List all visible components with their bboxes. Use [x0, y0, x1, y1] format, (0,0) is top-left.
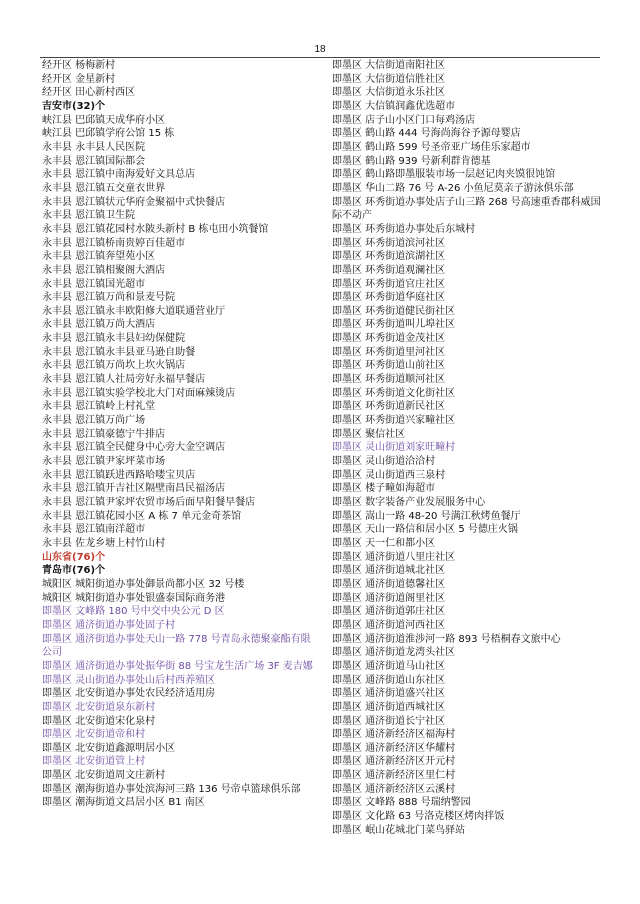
address-entry: 即墨区 环秀街道滨河社区 — [332, 237, 446, 249]
address-entry: 即墨区 环秀街道里河社区 — [332, 346, 446, 358]
address-entry: 即墨区 北安街道管上村 — [42, 756, 146, 768]
address-entry: 城阳区 城阳街道办事处御景尚都小区 32 号楼 — [42, 578, 245, 590]
address-entry: 即墨区 环秀街道文化街社区 — [332, 387, 456, 399]
address-entry: 即墨区 环秀街道新民社区 — [332, 401, 446, 413]
address-entry: 即墨区 鹤山路即墨服装市场一层赵记肉夹馍很饨馆 — [332, 169, 556, 181]
address-entry: 即墨区 环秀街道华庭社区 — [332, 292, 446, 304]
address-entry: 即墨区 通济街道盛兴社区 — [332, 688, 446, 700]
left-column — [42, 59, 320, 810]
header-rule — [40, 57, 600, 58]
address-entry: 即墨区 通济街道郭庄社区 — [332, 606, 446, 618]
address-entry: 即墨区 北安街道宋化泉村 — [42, 715, 156, 727]
address-entry: 永丰县 恩江镇人社局旁好永福早餐店 — [42, 374, 206, 386]
address-entry: 即墨区 华山二路 76 号 A-26 小鱼尼莫亲子游泳俱乐部 — [332, 182, 574, 194]
address-entry: 即墨区 岷山花城北门菜鸟驿站 — [332, 824, 466, 836]
address-entry: 永丰县 恩江镇南洋超市 — [42, 524, 146, 536]
address-entry: 即墨区 大信街道永乐社区 — [332, 87, 446, 99]
address-entry: 即墨区 通济街道西城社区 — [332, 701, 446, 713]
page-number: 18 — [314, 44, 326, 55]
address-entry: 永丰县 恩江镇永丰县亚马逊自助餐 — [42, 346, 196, 358]
address-entry: 即墨区 通济街道办事处固子村 — [42, 619, 176, 631]
address-entry: 永丰县 恩江镇全民健身中心旁大金空调店 — [42, 442, 226, 454]
address-entry: 即墨区 店子山小区门口每鸡汤店 — [332, 114, 476, 126]
address-entry: 经开区 金星新村 — [42, 73, 116, 85]
address-entry: 即墨区 鹤山路 599 号圣帝亚广场佳乐家超市 — [332, 141, 531, 153]
address-entry: 即墨区 环秀街道办事处店子山三路 268 号高速重香郡科威国际不动产 — [332, 196, 601, 222]
address-entry: 即墨区 大信街道信胜社区 — [332, 73, 446, 85]
address-entry: 即墨区 通济新经济区开元村 — [332, 756, 456, 768]
address-entry: 即墨区 通济街道办事处振华街 88 号宝龙生活广场 3F 麦吉娜 — [42, 660, 313, 672]
address-entry: 永丰县 恩江镇尹家坪菜市场 — [42, 456, 166, 468]
address-entry: 永丰县 恩江镇万尚广场 — [42, 415, 146, 427]
address-entry: 即墨区 灵山街道办事处山后村西养殖区 — [42, 674, 216, 686]
address-entry: 即墨区 北安街道办事处农民经济适用房 — [42, 688, 216, 700]
address-entry: 永丰县 恩江镇实验学校北大门对面麻辣烫店 — [42, 387, 236, 399]
address-entry: 峡江县 巴邱镇学府公馆 15 栋 — [42, 128, 175, 140]
address-entry: 即墨区 环秀街道山前社区 — [332, 360, 446, 372]
address-entry: 即墨区 灵山街道西三泉村 — [332, 469, 446, 481]
address-entry: 即墨区 环秀街道办事处后东城村 — [332, 223, 476, 235]
address-entry: 即墨区 通济新经济区华耀村 — [332, 742, 456, 754]
address-entry: 永丰县 恩江镇状元华府金聚福中式快餐店 — [42, 196, 226, 208]
address-entry: 即墨区 灵山街道洽洽村 — [332, 456, 436, 468]
address-entry: 即墨区 数字装备产业发展服务中心 — [332, 497, 486, 508]
address-entry: 永丰县 恩江镇花园小区 A 栋 7 单元金奇茶馆 — [42, 510, 242, 522]
address-entry: 即墨区 潮海街道办事处滨海河三路 136 号帝卓篮球俱乐部 — [42, 783, 301, 795]
address-entry: 永丰县 恩江镇万尚大酒店 — [42, 319, 156, 331]
address-entry: 即墨区 天山一路信和居小区 5 号德庄火锅 — [332, 524, 518, 536]
address-entry: 即墨区 环秀街道金茂社区 — [332, 333, 446, 345]
address-entry: 即墨区 北安街道周文庄新村 — [42, 770, 166, 782]
address-entry: 即墨区 潮海街道文昌居小区 B1 南区 — [42, 797, 205, 809]
address-entry: 即墨区 文化路 63 号洛克楼区烤肉拌饭 — [332, 811, 505, 823]
address-entry: 即墨区 通济街道城北社区 — [332, 565, 446, 577]
address-entry: 即墨区 大信镇润鑫优选超市 — [332, 100, 456, 112]
address-entry: 即墨区 北安街道泉东新村 — [42, 701, 156, 713]
address-entry: 即墨区 通济街道办事处天山一路 778 号青岛永德聚豪酯有限公司 — [42, 633, 311, 659]
address-entry: 即墨区 天一仁和都小区 — [332, 537, 436, 549]
address-entry: 经开区 田心新村西区 — [42, 87, 136, 99]
address-entry: 永丰县 恩江镇万尚坎上坎火锅店 — [42, 360, 186, 372]
address-entry: 即墨区 环秀街道兴家疃社区 — [332, 415, 456, 427]
region-heading: 青岛市(76)个 — [42, 565, 106, 577]
address-entry: 永丰县 永丰县人民医院 — [42, 141, 146, 153]
address-entry: 城阳区 城阳街道办事处银盛泰国际商务港 — [42, 592, 226, 604]
address-entry: 经开区 杨梅新村 — [42, 60, 116, 71]
address-entry: 即墨区 通济街道阁里社区 — [332, 592, 446, 604]
address-entry: 永丰县 佐龙乡塘上村竹山村 — [42, 537, 166, 549]
address-entry: 永丰县 恩江镇国际都会 — [42, 155, 146, 167]
region-heading: 吉安市(32)个 — [42, 100, 106, 112]
address-entry: 即墨区 通济街道德馨社区 — [332, 578, 446, 590]
address-entry: 即墨区 通济街道马山社区 — [332, 660, 446, 672]
address-entry: 即墨区 通济街道淮涉河一路 893 号梧桐春文旅中心 — [332, 633, 561, 645]
address-entry: 即墨区 文峰路 180 号中交中央公元 D 区 — [42, 606, 225, 618]
address-entry: 永丰县 恩江镇跃进西路哈喽宝贝店 — [42, 469, 196, 481]
address-entry: 即墨区 通济街道龙湾头社区 — [332, 647, 456, 659]
province-heading: 山东省(76)个 — [42, 551, 106, 563]
address-entry: 即墨区 环秀街道健民街社区 — [332, 305, 456, 317]
address-entry: 即墨区 环秀街道顺河社区 — [332, 374, 446, 386]
address-entry: 即墨区 通济新经济区里仁村 — [332, 770, 456, 782]
address-entry: 即墨区 文峰路 888 号瑞纳警园 — [332, 797, 471, 809]
address-entry: 即墨区 通济街道山东社区 — [332, 674, 446, 686]
address-entry: 即墨区 嵩山一路 48-20 号满江秋烤鱼餐厅 — [332, 510, 521, 522]
address-entry: 即墨区 灵山街道刘家旺疃村 — [332, 442, 456, 454]
address-entry: 即墨区 聚信社区 — [332, 428, 406, 440]
address-entry: 永丰县 恩江镇桥南贵婷百佳超市 — [42, 237, 186, 249]
address-entry: 永丰县 恩江镇开吉社区隔壁南昌民福汤店 — [42, 483, 226, 495]
address-entry: 永丰县 恩江镇豪德宁牛排店 — [42, 428, 166, 440]
address-entry: 即墨区 环秀街道滨湖社区 — [332, 251, 446, 263]
address-entry: 峡江县 巴邱镇天成华府小区 — [42, 114, 166, 126]
right-column — [332, 59, 606, 837]
address-entry: 即墨区 鹤山路 939 号新利群肯德基 — [332, 155, 491, 167]
address-entry: 即墨区 通济街道河西社区 — [332, 619, 446, 631]
address-entry: 即墨区 通济新经济区云溪村 — [332, 783, 456, 795]
address-entry: 永丰县 恩江镇岭上村礼堂 — [42, 401, 156, 413]
address-entry: 永丰县 恩江镇尹家坪农贸市场后面早阳餐早餐店 — [42, 497, 256, 508]
address-entry: 即墨区 环秀街道官庄社区 — [332, 278, 446, 290]
address-entry: 即墨区 大信街道南阳社区 — [332, 60, 446, 71]
address-entry: 即墨区 通济街道八里庄社区 — [332, 551, 456, 563]
address-entry: 即墨区 通济街道长宁社区 — [332, 715, 446, 727]
address-entry: 即墨区 北安街道帝和村 — [42, 729, 146, 741]
address-entry: 永丰县 恩江镇国光超市 — [42, 278, 146, 290]
address-entry: 即墨区 环秀街道观澜社区 — [332, 264, 446, 276]
address-entry: 永丰县 恩江镇卫生院 — [42, 210, 136, 222]
address-entry: 永丰县 恩江镇永丰县妇幼保健院 — [42, 333, 186, 345]
address-entry: 永丰县 恩江镇永丰欧阳修大道联通营业厅 — [42, 305, 226, 317]
address-entry: 即墨区 环秀街道叫儿埠社区 — [332, 319, 456, 331]
address-entry: 永丰县 恩江镇相聚阁大酒店 — [42, 264, 166, 276]
address-entry: 即墨区 鹤山路 444 号海尚海谷予源母婴店 — [332, 128, 521, 140]
address-entry: 永丰县 恩江镇中南海爱好文具总店 — [42, 169, 196, 181]
address-entry: 即墨区 楼子疃如海超市 — [332, 483, 436, 495]
address-entry: 永丰县 恩江镇万尚和景麦号院 — [42, 292, 176, 304]
address-entry: 永丰县 恩江镇花园村水陂头新村 B 栋屯田小筑餐馆 — [42, 223, 269, 235]
address-entry: 即墨区 北安街道鑫源明居小区 — [42, 742, 176, 754]
address-entry: 永丰县 恩江镇奔望苑小区 — [42, 251, 156, 263]
address-entry: 永丰县 恩江镇五交童衣世界 — [42, 182, 166, 194]
address-entry: 即墨区 通济新经济区福海村 — [332, 729, 456, 741]
